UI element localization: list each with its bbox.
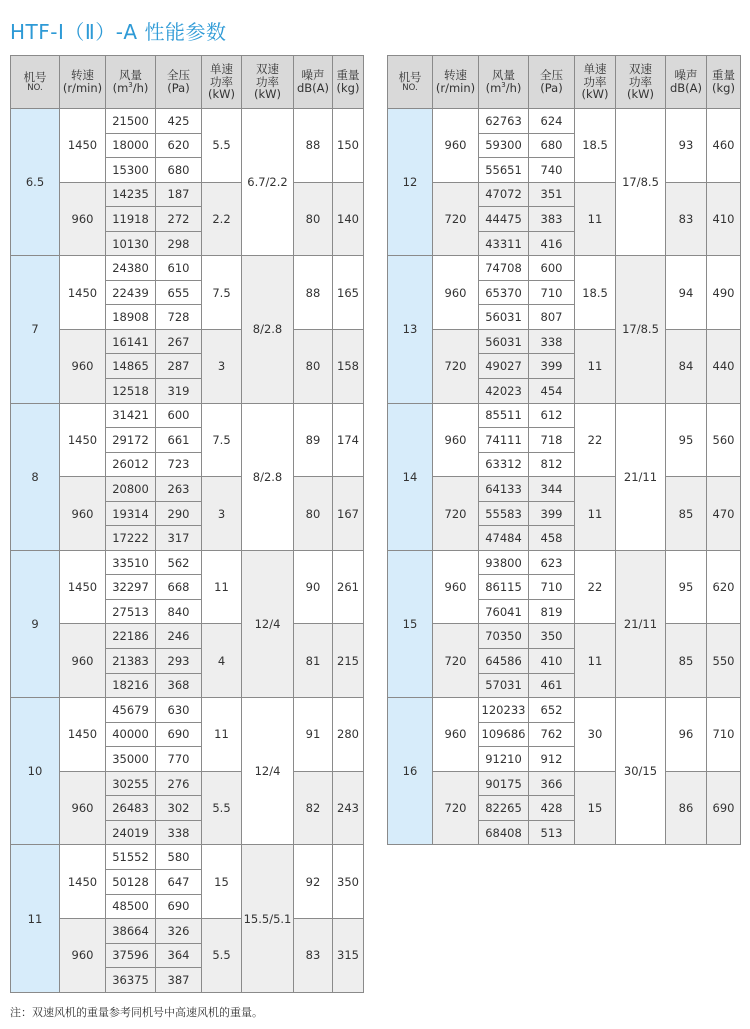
table-row bbox=[388, 624, 741, 649]
performance-table-right bbox=[387, 55, 741, 845]
pressure-cell: 513 bbox=[529, 820, 575, 845]
speed-cell: 960 bbox=[60, 624, 106, 698]
flow-cell: 64586 bbox=[479, 649, 529, 674]
pressure-cell: 387 bbox=[156, 968, 202, 993]
weight-cell: 440 bbox=[707, 329, 741, 403]
pressure-cell: 690 bbox=[156, 894, 202, 919]
flow-cell: 74708 bbox=[479, 256, 529, 281]
pressure-cell: 661 bbox=[156, 428, 202, 453]
pressure-cell: 364 bbox=[156, 943, 202, 968]
noise-cell: 95 bbox=[666, 550, 707, 624]
weight-cell: 620 bbox=[707, 550, 741, 624]
single-power-cell: 5.5 bbox=[202, 771, 242, 845]
noise-cell: 81 bbox=[294, 624, 333, 698]
single-power-cell: 18.5 bbox=[575, 109, 616, 183]
noise-cell: 80 bbox=[294, 477, 333, 551]
pressure-cell: 840 bbox=[156, 599, 202, 624]
header-dual-power: 双速 功率 (kW) bbox=[242, 56, 294, 109]
flow-cell: 18216 bbox=[106, 673, 156, 698]
pressure-cell: 819 bbox=[529, 599, 575, 624]
flow-cell: 37596 bbox=[106, 943, 156, 968]
flow-cell: 29172 bbox=[106, 428, 156, 453]
flow-cell: 14865 bbox=[106, 354, 156, 379]
pressure-cell: 690 bbox=[156, 722, 202, 747]
dual-power-cell: 21/11 bbox=[616, 403, 666, 550]
weight-cell: 315 bbox=[333, 919, 364, 993]
single-power-cell: 11 bbox=[575, 182, 616, 256]
header-pressure: 全压 (Pa) bbox=[529, 56, 575, 109]
single-power-cell: 15 bbox=[575, 771, 616, 845]
speed-cell: 1450 bbox=[60, 698, 106, 772]
table-row bbox=[11, 845, 364, 870]
pressure-cell: 620 bbox=[156, 133, 202, 158]
header-flow: 风量 $(m^3/h)$ bbox=[479, 56, 529, 109]
flow-cell: 19314 bbox=[106, 501, 156, 526]
flow-cell: 44475 bbox=[479, 207, 529, 232]
pressure-cell: 298 bbox=[156, 231, 202, 256]
table-row bbox=[388, 256, 741, 281]
speed-cell: 960 bbox=[433, 550, 479, 624]
flow-cell: 86115 bbox=[479, 575, 529, 600]
flow-cell: 10130 bbox=[106, 231, 156, 256]
weight-cell: 710 bbox=[707, 698, 741, 772]
pressure-cell: 728 bbox=[156, 305, 202, 330]
table-row bbox=[11, 403, 364, 428]
dual-power-cell: 21/11 bbox=[616, 550, 666, 697]
table-row bbox=[11, 698, 364, 723]
model-number-cell: 16 bbox=[388, 698, 433, 845]
single-power-cell: 22 bbox=[575, 550, 616, 624]
model-number-cell: 11 bbox=[11, 845, 60, 992]
speed-cell: 960 bbox=[433, 109, 479, 183]
single-power-cell: 2.2 bbox=[202, 182, 242, 256]
pressure-cell: 290 bbox=[156, 501, 202, 526]
noise-cell: 85 bbox=[666, 624, 707, 698]
single-power-cell: 11 bbox=[202, 550, 242, 624]
weight-cell: 261 bbox=[333, 550, 364, 624]
model-number-cell: 7 bbox=[11, 256, 60, 403]
flow-cell: 42023 bbox=[479, 379, 529, 404]
noise-cell: 93 bbox=[666, 109, 707, 183]
flow-cell: 14235 bbox=[106, 182, 156, 207]
weight-cell: 167 bbox=[333, 477, 364, 551]
table-row bbox=[388, 698, 741, 723]
flow-cell: 90175 bbox=[479, 771, 529, 796]
pressure-cell: 338 bbox=[156, 820, 202, 845]
table-row bbox=[388, 771, 741, 796]
speed-cell: 960 bbox=[60, 477, 106, 551]
model-number-cell: 8 bbox=[11, 403, 60, 550]
header-model: 机号 NO. bbox=[11, 56, 60, 109]
flow-cell: 63312 bbox=[479, 452, 529, 477]
single-power-cell: 30 bbox=[575, 698, 616, 772]
weight-cell: 140 bbox=[333, 182, 364, 256]
flow-cell: 57031 bbox=[479, 673, 529, 698]
header-noise: 噪声 dB(A) bbox=[666, 56, 707, 109]
noise-cell: 89 bbox=[294, 403, 333, 477]
flow-cell: 65370 bbox=[479, 280, 529, 305]
table-header-row bbox=[11, 56, 364, 109]
weight-cell: 215 bbox=[333, 624, 364, 698]
weight-cell: 158 bbox=[333, 329, 364, 403]
model-number-cell: 9 bbox=[11, 550, 60, 697]
speed-cell: 720 bbox=[433, 182, 479, 256]
single-power-cell: 18.5 bbox=[575, 256, 616, 330]
model-number-cell: 13 bbox=[388, 256, 433, 403]
single-power-cell: 3 bbox=[202, 477, 242, 551]
table-row bbox=[11, 919, 364, 944]
dual-power-cell: 17/8.5 bbox=[616, 256, 666, 403]
flow-cell: 11918 bbox=[106, 207, 156, 232]
table-row bbox=[11, 256, 364, 281]
noise-cell: 80 bbox=[294, 329, 333, 403]
flow-cell: 56031 bbox=[479, 329, 529, 354]
noise-cell: 88 bbox=[294, 256, 333, 330]
speed-cell: 1450 bbox=[60, 845, 106, 919]
dual-power-cell: 8/2.8 bbox=[242, 403, 294, 550]
speed-cell: 960 bbox=[60, 182, 106, 256]
single-power-cell: 11 bbox=[202, 698, 242, 772]
dual-power-cell: 17/8.5 bbox=[616, 109, 666, 256]
pressure-cell: 812 bbox=[529, 452, 575, 477]
flow-cell: 50128 bbox=[106, 869, 156, 894]
pressure-cell: 740 bbox=[529, 158, 575, 183]
pressure-cell: 668 bbox=[156, 575, 202, 600]
flow-cell: 18000 bbox=[106, 133, 156, 158]
flow-cell: 56031 bbox=[479, 305, 529, 330]
table-row bbox=[388, 477, 741, 502]
pressure-cell: 600 bbox=[156, 403, 202, 428]
weight-cell: 490 bbox=[707, 256, 741, 330]
flow-cell: 47072 bbox=[479, 182, 529, 207]
model-number-cell: 15 bbox=[388, 550, 433, 697]
weight-cell: 470 bbox=[707, 477, 741, 551]
weight-cell: 165 bbox=[333, 256, 364, 330]
speed-cell: 1450 bbox=[60, 550, 106, 624]
weight-cell: 280 bbox=[333, 698, 364, 772]
noise-cell: 94 bbox=[666, 256, 707, 330]
header-speed: 转速 (r/min) bbox=[60, 56, 106, 109]
header-single-power: 单速 功率 (kW) bbox=[575, 56, 616, 109]
pressure-cell: 680 bbox=[156, 158, 202, 183]
flow-cell: 32297 bbox=[106, 575, 156, 600]
pressure-cell: 350 bbox=[529, 624, 575, 649]
single-power-cell: 5.5 bbox=[202, 919, 242, 993]
pressure-cell: 410 bbox=[529, 649, 575, 674]
speed-cell: 720 bbox=[433, 329, 479, 403]
flow-cell: 26012 bbox=[106, 452, 156, 477]
table-row bbox=[388, 550, 741, 575]
noise-cell: 85 bbox=[666, 477, 707, 551]
flow-cell: 120233 bbox=[479, 698, 529, 723]
speed-cell: 960 bbox=[60, 329, 106, 403]
pressure-cell: 399 bbox=[529, 501, 575, 526]
speed-cell: 960 bbox=[433, 256, 479, 330]
pressure-cell: 652 bbox=[529, 698, 575, 723]
table-body-left bbox=[11, 109, 364, 993]
pressure-cell: 807 bbox=[529, 305, 575, 330]
performance-table-left bbox=[10, 55, 364, 993]
pressure-cell: 272 bbox=[156, 207, 202, 232]
flow-cell: 20800 bbox=[106, 477, 156, 502]
flow-cell: 40000 bbox=[106, 722, 156, 747]
flow-cell: 24380 bbox=[106, 256, 156, 281]
flow-cell: 24019 bbox=[106, 820, 156, 845]
noise-cell: 83 bbox=[294, 919, 333, 993]
single-power-cell: 11 bbox=[575, 624, 616, 698]
dual-power-cell: 15.5/5.1 bbox=[242, 845, 294, 992]
pressure-cell: 302 bbox=[156, 796, 202, 821]
pressure-cell: 326 bbox=[156, 919, 202, 944]
model-number-cell: 12 bbox=[388, 109, 433, 256]
pressure-cell: 630 bbox=[156, 698, 202, 723]
flow-cell: 12518 bbox=[106, 379, 156, 404]
noise-cell: 86 bbox=[666, 771, 707, 845]
flow-cell: 33510 bbox=[106, 550, 156, 575]
noise-cell: 95 bbox=[666, 403, 707, 477]
table-row bbox=[388, 403, 741, 428]
flow-cell: 48500 bbox=[106, 894, 156, 919]
dual-power-cell: 30/15 bbox=[616, 698, 666, 845]
header-single-power: 单速 功率 (kW) bbox=[202, 56, 242, 109]
noise-cell: 92 bbox=[294, 845, 333, 919]
weight-cell: 410 bbox=[707, 182, 741, 256]
pressure-cell: 647 bbox=[156, 869, 202, 894]
noise-cell: 91 bbox=[294, 698, 333, 772]
pressure-cell: 655 bbox=[156, 280, 202, 305]
weight-cell: 560 bbox=[707, 403, 741, 477]
speed-cell: 720 bbox=[433, 477, 479, 551]
pressure-cell: 351 bbox=[529, 182, 575, 207]
weight-cell: 350 bbox=[333, 845, 364, 919]
pressure-cell: 293 bbox=[156, 649, 202, 674]
pressure-cell: 723 bbox=[156, 452, 202, 477]
header-pressure: 全压 (Pa) bbox=[156, 56, 202, 109]
noise-cell: 84 bbox=[666, 329, 707, 403]
header-dual-power: 双速 功率 (kW) bbox=[616, 56, 666, 109]
pressure-cell: 710 bbox=[529, 280, 575, 305]
noise-cell: 82 bbox=[294, 771, 333, 845]
flow-cell: 70350 bbox=[479, 624, 529, 649]
pressure-cell: 454 bbox=[529, 379, 575, 404]
pressure-cell: 338 bbox=[529, 329, 575, 354]
pressure-cell: 319 bbox=[156, 379, 202, 404]
weight-cell: 174 bbox=[333, 403, 364, 477]
pressure-cell: 623 bbox=[529, 550, 575, 575]
flow-cell: 30255 bbox=[106, 771, 156, 796]
header-speed: 转速 (r/min) bbox=[433, 56, 479, 109]
flow-cell: 82265 bbox=[479, 796, 529, 821]
flow-cell: 16141 bbox=[106, 329, 156, 354]
noise-cell: 90 bbox=[294, 550, 333, 624]
weight-cell: 150 bbox=[333, 109, 364, 183]
table-row bbox=[11, 477, 364, 502]
table-row bbox=[388, 109, 741, 134]
pressure-cell: 246 bbox=[156, 624, 202, 649]
pressure-cell: 580 bbox=[156, 845, 202, 870]
pressure-cell: 624 bbox=[529, 109, 575, 134]
flow-cell: 27513 bbox=[106, 599, 156, 624]
pressure-cell: 368 bbox=[156, 673, 202, 698]
flow-cell: 26483 bbox=[106, 796, 156, 821]
dual-power-cell: 6.7/2.2 bbox=[242, 109, 294, 256]
model-number-cell: 6.5 bbox=[11, 109, 60, 256]
flow-cell: 22439 bbox=[106, 280, 156, 305]
pressure-cell: 680 bbox=[529, 133, 575, 158]
table-header-row bbox=[388, 56, 741, 109]
pressure-cell: 610 bbox=[156, 256, 202, 281]
noise-cell: 88 bbox=[294, 109, 333, 183]
page-title: HTF-Ⅰ（Ⅱ）-A 性能参数 bbox=[10, 20, 227, 44]
header-weight: 重量 (kg) bbox=[333, 56, 364, 109]
table-row bbox=[388, 329, 741, 354]
flow-cell: 45679 bbox=[106, 698, 156, 723]
pressure-cell: 762 bbox=[529, 722, 575, 747]
pressure-cell: 428 bbox=[529, 796, 575, 821]
single-power-cell: 4 bbox=[202, 624, 242, 698]
weight-cell: 460 bbox=[707, 109, 741, 183]
flow-cell: 43311 bbox=[479, 231, 529, 256]
single-power-cell: 22 bbox=[575, 403, 616, 477]
speed-cell: 720 bbox=[433, 624, 479, 698]
noise-cell: 96 bbox=[666, 698, 707, 772]
dual-power-cell: 8/2.8 bbox=[242, 256, 294, 403]
single-power-cell: 3 bbox=[202, 329, 242, 403]
single-power-cell: 5.5 bbox=[202, 109, 242, 183]
flow-cell: 18908 bbox=[106, 305, 156, 330]
speed-cell: 960 bbox=[433, 698, 479, 772]
flow-cell: 68408 bbox=[479, 820, 529, 845]
flow-cell: 51552 bbox=[106, 845, 156, 870]
pressure-cell: 276 bbox=[156, 771, 202, 796]
flow-cell: 64133 bbox=[479, 477, 529, 502]
flow-cell: 36375 bbox=[106, 968, 156, 993]
table-row bbox=[11, 771, 364, 796]
table-row bbox=[11, 329, 364, 354]
table-row bbox=[11, 624, 364, 649]
speed-cell: 1450 bbox=[60, 403, 106, 477]
pressure-cell: 287 bbox=[156, 354, 202, 379]
flow-cell: 38664 bbox=[106, 919, 156, 944]
speed-cell: 720 bbox=[433, 771, 479, 845]
footnote: 注：双速风机的重量参考同机号中高速风机的重量。 bbox=[10, 1006, 263, 1019]
speed-cell: 960 bbox=[60, 771, 106, 845]
flow-cell: 55651 bbox=[479, 158, 529, 183]
pressure-cell: 458 bbox=[529, 526, 575, 551]
pressure-cell: 461 bbox=[529, 673, 575, 698]
table-row bbox=[388, 182, 741, 207]
pressure-cell: 317 bbox=[156, 526, 202, 551]
noise-cell: 83 bbox=[666, 182, 707, 256]
flow-cell: 49027 bbox=[479, 354, 529, 379]
model-number-cell: 14 bbox=[388, 403, 433, 550]
pressure-cell: 383 bbox=[529, 207, 575, 232]
speed-cell: 1450 bbox=[60, 109, 106, 183]
flow-cell: 17222 bbox=[106, 526, 156, 551]
flow-cell: 59300 bbox=[479, 133, 529, 158]
flow-cell: 21383 bbox=[106, 649, 156, 674]
flow-cell: 47484 bbox=[479, 526, 529, 551]
pressure-cell: 770 bbox=[156, 747, 202, 772]
pressure-cell: 600 bbox=[529, 256, 575, 281]
model-number-cell: 10 bbox=[11, 698, 60, 845]
flow-cell: 74111 bbox=[479, 428, 529, 453]
header-flow: 风量 $(m^3/h)$ bbox=[106, 56, 156, 109]
flow-cell: 76041 bbox=[479, 599, 529, 624]
weight-cell: 243 bbox=[333, 771, 364, 845]
pressure-cell: 612 bbox=[529, 403, 575, 428]
flow-cell: 93800 bbox=[479, 550, 529, 575]
flow-cell: 35000 bbox=[106, 747, 156, 772]
pressure-cell: 267 bbox=[156, 329, 202, 354]
pressure-cell: 399 bbox=[529, 354, 575, 379]
single-power-cell: 7.5 bbox=[202, 256, 242, 330]
flow-cell: 109686 bbox=[479, 722, 529, 747]
table-body-right bbox=[388, 109, 741, 845]
single-power-cell: 11 bbox=[575, 329, 616, 403]
header-weight: 重量 (kg) bbox=[707, 56, 741, 109]
flow-cell: 15300 bbox=[106, 158, 156, 183]
flow-cell: 85511 bbox=[479, 403, 529, 428]
flow-cell: 62763 bbox=[479, 109, 529, 134]
pressure-cell: 263 bbox=[156, 477, 202, 502]
table-row bbox=[11, 109, 364, 134]
flow-cell: 91210 bbox=[479, 747, 529, 772]
single-power-cell: 7.5 bbox=[202, 403, 242, 477]
flow-cell: 22186 bbox=[106, 624, 156, 649]
dual-power-cell: 12/4 bbox=[242, 550, 294, 697]
speed-cell: 960 bbox=[433, 403, 479, 477]
pressure-cell: 416 bbox=[529, 231, 575, 256]
pressure-cell: 344 bbox=[529, 477, 575, 502]
header-model: 机号 NO. bbox=[388, 56, 433, 109]
pressure-cell: 912 bbox=[529, 747, 575, 772]
flow-cell: 21500 bbox=[106, 109, 156, 134]
flow-cell: 55583 bbox=[479, 501, 529, 526]
flow-cell: 31421 bbox=[106, 403, 156, 428]
pressure-cell: 562 bbox=[156, 550, 202, 575]
table-row bbox=[11, 550, 364, 575]
weight-cell: 690 bbox=[707, 771, 741, 845]
pressure-cell: 718 bbox=[529, 428, 575, 453]
weight-cell: 550 bbox=[707, 624, 741, 698]
header-noise: 噪声 dB(A) bbox=[294, 56, 333, 109]
pressure-cell: 710 bbox=[529, 575, 575, 600]
single-power-cell: 11 bbox=[575, 477, 616, 551]
table-row bbox=[11, 182, 364, 207]
pressure-cell: 187 bbox=[156, 182, 202, 207]
pressure-cell: 366 bbox=[529, 771, 575, 796]
dual-power-cell: 12/4 bbox=[242, 698, 294, 845]
speed-cell: 1450 bbox=[60, 256, 106, 330]
pressure-cell: 425 bbox=[156, 109, 202, 134]
single-power-cell: 15 bbox=[202, 845, 242, 919]
noise-cell: 80 bbox=[294, 182, 333, 256]
speed-cell: 960 bbox=[60, 919, 106, 993]
